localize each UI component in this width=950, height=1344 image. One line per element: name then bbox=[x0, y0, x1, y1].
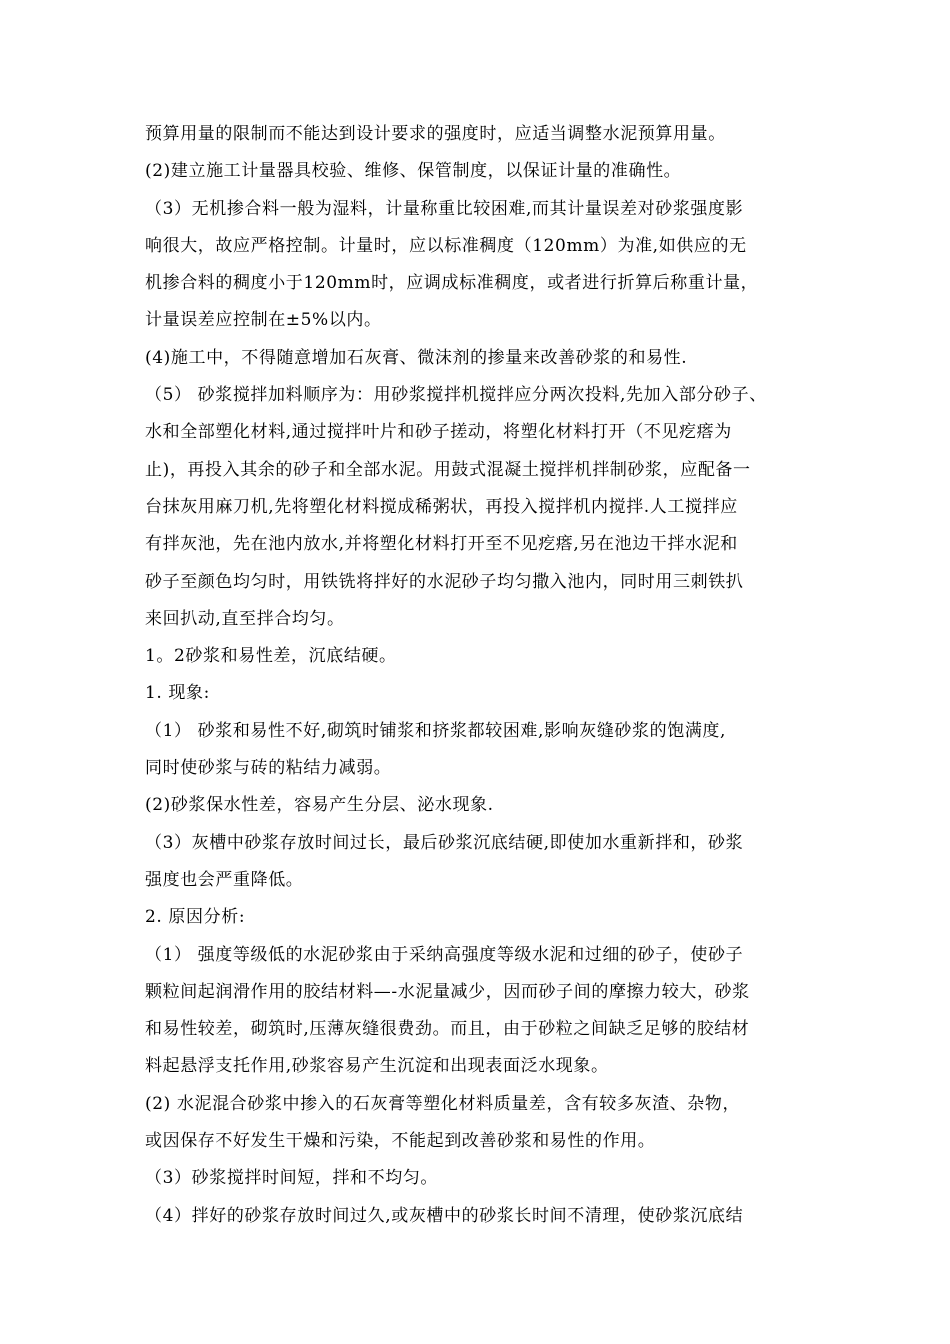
text-line: 预算用量的限制而不能达到设计要求的强度时，应适当调整水泥预算用量。 bbox=[145, 124, 726, 144]
text-line: 和易性较差，砌筑时,压薄灰缝很费劲。而且，由于砂粒之间缺乏足够的胶结材 bbox=[145, 1019, 750, 1040]
text-line: 水和全部塑化材料,通过搅拌叶片和砂子搓动，将塑化材料打开（不见疙瘩为 bbox=[145, 422, 732, 443]
text-line: 台抹灰用麻刀机,先将塑化材料搅成稀粥状，再投入搅拌机内搅拌.人工搅拌应 bbox=[145, 496, 738, 517]
text-line: 止)，再投入其余的砂子和全部水泥。用鼓式混凝土搅拌机拌制砂浆，应配备一 bbox=[145, 459, 751, 480]
text-line: （3）砂浆搅拌时间短，拌和不均匀。 bbox=[145, 1168, 439, 1189]
text-line: 或因保存不好发生干燥和污染，不能起到改善砂浆和易性的作用。 bbox=[145, 1131, 656, 1152]
text-line: （3）无机掺合料一般为湿料，计量称重比较困难,而其计量误差对砂浆强度影 bbox=[145, 198, 744, 219]
text-line: （1） 砂浆和易性不好,砌筑时铺浆和挤浆都较困难,影响灰缝砂浆的饱满度, bbox=[145, 720, 727, 741]
text-line: （1） 强度等级低的水泥砂浆由于采纳高强度等级水泥和过细的砂子，使砂子 bbox=[145, 944, 744, 965]
text-line: 同时使砂浆与砖的粘结力减弱。 bbox=[145, 758, 392, 779]
text-line: （5） 砂浆搅拌加料顺序为：用砂浆搅拌机搅拌应分两次投料,先加入部分砂子、 bbox=[145, 385, 767, 406]
text-line: 强度也会严重降低。 bbox=[145, 869, 304, 890]
text-line: 料起悬浮支托作用,砂浆容易产生沉淀和出现表面泛水现象。 bbox=[145, 1056, 609, 1077]
text-line: (2)砂浆保水性差，容易产生分层、泌水现象. bbox=[145, 795, 494, 816]
text-line: 计量误差应控制在±5%以内。 bbox=[145, 310, 382, 331]
text-line: (2) 水泥混合砂浆中掺入的石灰膏等塑化材料质量差，含有较多灰渣、杂物， bbox=[145, 1093, 741, 1114]
text-line: （3）灰槽中砂浆存放时间过长，最后砂浆沉底结硬,即使加水重新拌和，砂浆 bbox=[145, 832, 744, 853]
text-line: （4）拌好的砂浆存放时间过久,或灰槽中的砂浆长时间不清理，使砂浆沉底结 bbox=[145, 1205, 744, 1226]
text-line: 来回扒动,直至拌合均匀。 bbox=[145, 608, 345, 629]
text-line: (2)建立施工计量器具校验、维修、保管制度，以保证计量的准确性。 bbox=[145, 161, 682, 182]
text-line: 砂子至颜色均匀时，用铁铣将拌好的水泥砂子均匀撒入池内，同时用三刺铁扒 bbox=[145, 571, 744, 592]
text-line: 响很大，故应严格控制。计量时，应以标准稠度（120mm）为准,如供应的无 bbox=[145, 235, 747, 256]
subsection-heading: 2. 原因分析: bbox=[145, 907, 246, 928]
document-body bbox=[145, 116, 825, 1235]
text-line: 颗粒间起润滑作用的胶结材料—-水泥量减少，因而砂子间的摩擦力较大，砂浆 bbox=[145, 981, 750, 1002]
section-heading: 1。2砂浆和易性差，沉底结硬。 bbox=[145, 646, 397, 667]
text-line: 有拌灰池，先在池内放水,并将塑化材料打开至不见疙瘩,另在池边干拌水泥和 bbox=[145, 534, 738, 555]
text-line: (4)施工中，不得随意增加石灰膏、微沫剂的掺量来改善砂浆的和易性. bbox=[145, 347, 688, 368]
text-line: 机掺合料的稠度小于120mm时，应调成标准稠度，或者进行折算后称重计量， bbox=[145, 273, 759, 294]
subsection-heading: 1. 现象: bbox=[145, 683, 210, 704]
